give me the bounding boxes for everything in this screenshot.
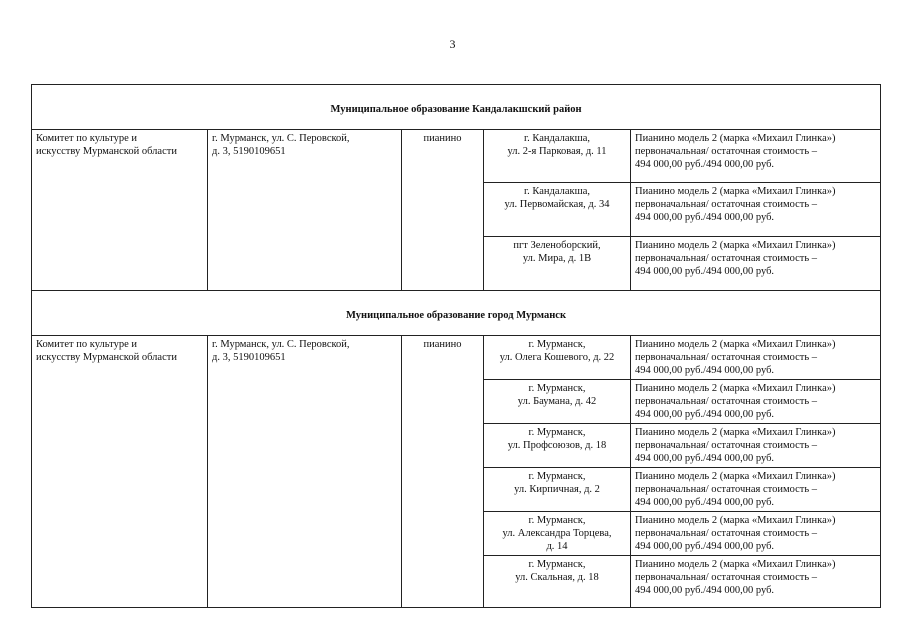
table-body (32, 85, 881, 608)
location-cell (484, 468, 631, 512)
description-line: Пианино модель 2 (марка «Михаил Глинка») (635, 559, 836, 570)
location-line: г. Кандалакша, (524, 186, 590, 197)
description-line: первоначальная/ остаточная стоимость – (635, 484, 818, 495)
description-line: первоначальная/ остаточная стоимость – (635, 352, 818, 363)
organization-address-cell (208, 336, 402, 608)
location-line: ул. Кирпичная, д. 2 (514, 484, 600, 495)
object-type-cell: пианино (402, 130, 484, 291)
description-line: Пианино модель 2 (марка «Михаил Глинка») (635, 383, 836, 394)
organization-cell (32, 130, 208, 291)
organization-line: искусству Мурманской области (36, 352, 177, 363)
location-cell (484, 237, 631, 291)
section-header-row (32, 85, 881, 130)
description-line: первоначальная/ остаточная стоимость – (635, 572, 818, 583)
location-line: г. Мурманск, (528, 383, 586, 394)
page-number: 3 (449, 37, 456, 51)
description-cell (631, 556, 881, 608)
location-line: ул. Александра Торцева, (502, 528, 612, 539)
description-line: Пианино модель 2 (марка «Михаил Глинка») (635, 186, 836, 197)
description-line: Пианино модель 2 (марка «Михаил Глинка») (635, 427, 836, 438)
table-row (32, 130, 881, 183)
description-line: Пианино модель 2 (марка «Михаил Глинка») (635, 515, 836, 526)
description-cell (631, 468, 881, 512)
property-table (31, 84, 881, 608)
organization-line: Комитет по культуре и (36, 133, 137, 144)
description-line: Пианино модель 2 (марка «Михаил Глинка») (635, 133, 836, 144)
location-line: г. Мурманск, (528, 559, 586, 570)
address-line: г. Мурманск, ул. С. Перовской, (212, 133, 350, 144)
description-line: первоначальная/ остаточная стоимость – (635, 440, 818, 451)
location-line: пгт Зеленоборский, (513, 240, 601, 251)
description-line: 494 000,00 руб./494 000,00 руб. (635, 365, 775, 376)
description-line: 494 000,00 руб./494 000,00 руб. (635, 585, 775, 596)
address-line: д. 3, 5190109651 (212, 146, 286, 157)
location-cell (484, 130, 631, 183)
description-line: 494 000,00 руб./494 000,00 руб. (635, 497, 775, 508)
description-cell (631, 512, 881, 556)
location-cell (484, 380, 631, 424)
section-title: Муниципальное образование Кандалакшский район (32, 85, 881, 130)
location-line: г. Мурманск, (528, 339, 586, 350)
description-line: 494 000,00 руб./494 000,00 руб. (635, 212, 775, 223)
description-line: первоначальная/ остаточная стоимость – (635, 396, 818, 407)
location-cell (484, 556, 631, 608)
description-line: 494 000,00 руб./494 000,00 руб. (635, 453, 775, 464)
description-cell (631, 336, 881, 380)
location-cell (484, 336, 631, 380)
location-line: ул. Первомайская, д. 34 (504, 199, 610, 210)
description-line: первоначальная/ остаточная стоимость – (635, 146, 818, 157)
object-type-cell: пианино (402, 336, 484, 608)
location-line: ул. 2-я Парковая, д. 11 (507, 146, 607, 157)
address-line: д. 3, 5190109651 (212, 352, 286, 363)
location-cell (484, 424, 631, 468)
description-cell (631, 183, 881, 237)
location-line: ул. Мира, д. 1В (522, 253, 592, 264)
organization-address-cell (208, 130, 402, 291)
section-header-row (32, 291, 881, 336)
location-line: ул. Профсоюзов, д. 18 (507, 440, 607, 451)
description-line: Пианино модель 2 (марка «Михаил Глинка») (635, 240, 836, 251)
location-line: г. Мурманск, (528, 471, 586, 482)
description-line: 494 000,00 руб./494 000,00 руб. (635, 541, 775, 552)
location-cell (484, 183, 631, 237)
location-line: ул. Олега Кошевого, д. 22 (499, 352, 615, 363)
location-line: ул. Скальная, д. 18 (515, 572, 599, 583)
location-line: г. Кандалакша, (524, 133, 590, 144)
description-line: 494 000,00 руб./494 000,00 руб. (635, 409, 775, 420)
description-line: 494 000,00 руб./494 000,00 руб. (635, 266, 775, 277)
description-line: первоначальная/ остаточная стоимость – (635, 199, 818, 210)
description-cell (631, 237, 881, 291)
description-line: первоначальная/ остаточная стоимость – (635, 528, 818, 539)
location-line: г. Мурманск, (528, 515, 586, 526)
organization-cell (32, 336, 208, 608)
organization-line: Комитет по культуре и (36, 339, 137, 350)
description-cell (631, 130, 881, 183)
location-line: г. Мурманск, (528, 427, 586, 438)
description-line: Пианино модель 2 (марка «Михаил Глинка») (635, 471, 836, 482)
location-cell (484, 512, 631, 556)
table-row (32, 336, 881, 380)
location-line: д. 14 (546, 541, 568, 552)
description-line: первоначальная/ остаточная стоимость – (635, 253, 818, 264)
address-line: г. Мурманск, ул. С. Перовской, (212, 339, 350, 350)
organization-line: искусству Мурманской области (36, 146, 177, 157)
description-line: 494 000,00 руб./494 000,00 руб. (635, 159, 775, 170)
description-cell (631, 424, 881, 468)
description-line: Пианино модель 2 (марка «Михаил Глинка») (635, 339, 836, 350)
description-cell (631, 380, 881, 424)
location-line: ул. Баумана, д. 42 (517, 396, 597, 407)
section-title: Муниципальное образование город Мурманск (32, 291, 881, 336)
